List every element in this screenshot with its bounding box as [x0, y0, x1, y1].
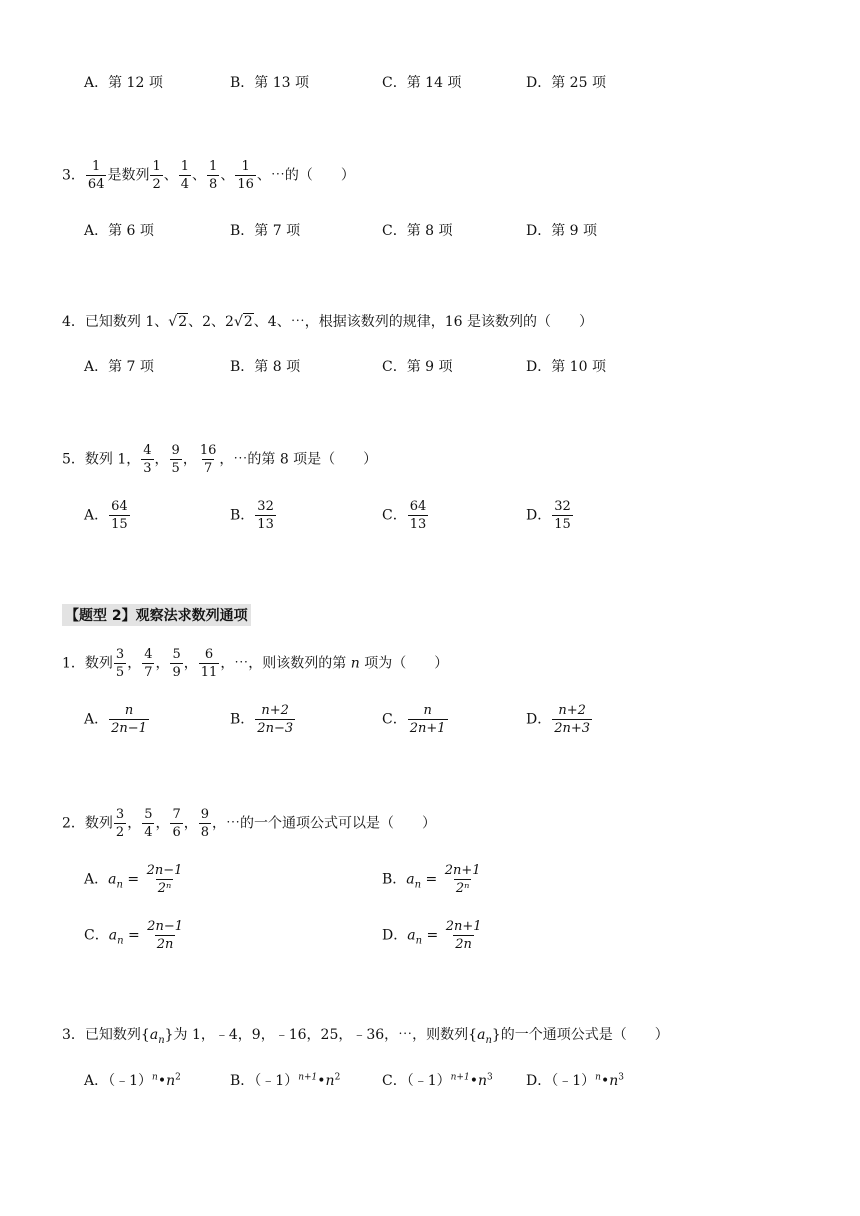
fraction: $\frac{1}{16}$: [237, 159, 254, 192]
q3-option-a: A．第 6 项: [84, 223, 154, 239]
fraction: $\frac{9}{8}$: [200, 807, 210, 840]
q5-option-a: A． $\frac{64}{15}$: [84, 499, 128, 532]
type2-question-3: 3．已知数列$\{a_n\}$为 1，﹣4，9，﹣16，25，﹣36，⋯，则数列$\{a_n\}$的一个通项公式是（ ）: [62, 1027, 669, 1046]
q3-option-c: C．第 8 项: [382, 223, 453, 239]
q4-option-d: D．第 10 项: [526, 359, 606, 375]
fraction: $\frac{5}{9}$: [172, 647, 181, 680]
q2-option-c: C．第 14 项: [382, 75, 462, 91]
separator: ，: [154, 451, 169, 468]
question-number: 3．: [62, 167, 85, 184]
type2-question-2: 2．数列 $\frac{3}{2}$ ， $\frac{5}{4}$ ， $\frac{7}{6}$ ， $\frac{9}{8}$ ，⋯的一个通项公式可以是（ ）: [62, 807, 437, 840]
fraction: $\frac{1}{8}$: [209, 159, 218, 192]
type2-q2-option-a: A．$a_n$ = $\frac{2n-1}{\text{2ⁿ}}$: [84, 863, 183, 896]
fraction: $\frac{1}{64}$: [87, 159, 105, 192]
fraction: $\frac{3}{5}$: [115, 647, 125, 680]
fraction: $\frac{5}{4}$: [144, 807, 153, 840]
section-heading: 【题型 2】观察法求数列通项: [62, 604, 251, 626]
q2-option-a: A．第 12 项: [84, 75, 163, 91]
type2-q1-option-d: D． $\frac{n+2}{2n+3}$: [526, 703, 591, 736]
q4-option-c: C．第 9 项: [382, 359, 453, 375]
type2-q2-option-c: C．$a_n$ = $\frac{2n-1}{2n}$: [84, 919, 183, 952]
type2-q1-option-b: B． $\frac{n+2}{2n-3}$: [230, 703, 294, 736]
question-text: 是数列: [107, 167, 150, 184]
separator: 、: [163, 167, 178, 184]
q3-option-b: B．第 7 项: [230, 223, 301, 239]
type2-q3-option-d: D．$(﹣1)^n•n^3$: [526, 1072, 624, 1089]
type2-q2-option-d: D．$a_n$ = $\frac{2n+1}{2n}$: [382, 919, 482, 952]
question-3: [62, 160, 355, 191]
type2-q1-option-c: C． $\frac{n}{2n+1}$: [382, 703, 446, 736]
fraction: $\frac{9}{5}$: [171, 443, 180, 476]
question-5: [62, 444, 377, 475]
type2-q3-option-b: B．$(﹣1)^{n+1}•n^2$: [230, 1072, 341, 1089]
q4-option-b: B．第 8 项: [230, 359, 301, 375]
fraction: $\frac{4}{3}$: [143, 443, 152, 476]
fraction: $\frac{16}{7}$: [199, 443, 217, 476]
question-text: 4．已知数列 1、: [62, 314, 169, 330]
fraction: $\frac{1}{4}$: [180, 159, 190, 192]
type2-question-1: 1．数列 $\frac{3}{5}$ ， $\frac{4}{7}$ ， $\frac{5}{9}$ ， $\frac{6}{11}$ ，⋯，则该数列的第 n 项为（ ）: [62, 647, 449, 680]
question-text: 2．数列: [62, 815, 113, 832]
question-text: 、⋯的（ ）: [256, 167, 355, 184]
question-text: 1．数列: [62, 655, 113, 672]
q2-option-d: D．第 25 项: [526, 75, 606, 91]
question-4: [62, 311, 593, 331]
type2-q1-option-a: A． $\frac{n}{2n-1}$: [84, 703, 147, 736]
separator: 、: [192, 167, 207, 184]
sqrt-symbol: √2: [233, 314, 253, 330]
fraction: $\frac{7}{6}$: [172, 807, 181, 840]
fraction: $\frac{1}{2}$: [152, 159, 161, 192]
q5-option-d: D． $\frac{32}{15}$: [526, 499, 571, 532]
question-text: 、4、⋯，根据该数列的规律，16 是该数列的（ ）: [253, 314, 593, 330]
separator: 、: [220, 167, 235, 184]
type2-q3-option-c: C．$(﹣1)^{n+1}•n^3$: [382, 1072, 493, 1089]
question-text: ，⋯的第 8 项是（ ）: [219, 451, 378, 468]
fraction: $\frac{3}{2}$: [115, 807, 125, 840]
type2-q2-option-b: B．$a_n$ = $\frac{2n+1}{\text{2ⁿ}}$: [382, 863, 481, 896]
question-text: 5．数列 1，: [62, 451, 141, 468]
fraction: $\frac{6}{11}$: [200, 647, 218, 680]
q2-option-b: B．第 13 项: [230, 75, 310, 91]
q5-option-c: C． $\frac{64}{13}$: [382, 499, 427, 532]
q3-option-d: D．第 9 项: [526, 223, 598, 239]
q5-option-b: B． $\frac{32}{13}$: [230, 499, 274, 532]
question-text: 、2、2: [188, 314, 234, 330]
fraction: $\frac{4}{7}$: [144, 647, 153, 680]
type2-q3-option-a: A．$(﹣1)^n•n^2$: [84, 1072, 181, 1089]
q4-option-a: A．第 7 项: [84, 359, 154, 375]
separator: ，: [182, 451, 197, 468]
sqrt-symbol: √2: [168, 314, 188, 330]
